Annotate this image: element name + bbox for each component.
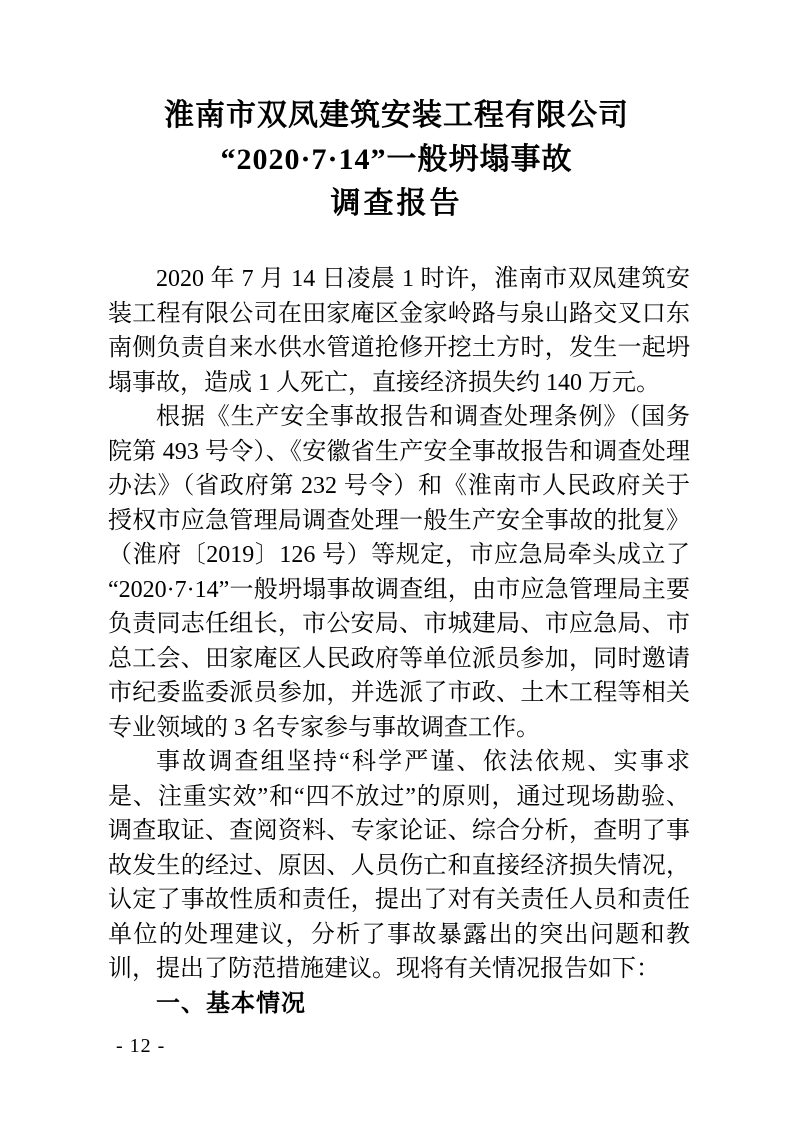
page-number: - 12 - [116, 1035, 166, 1057]
title-line-company: 淮南市双凤建筑安装工程有限公司 [164, 99, 629, 132]
paragraph-investigation-principles: 事故调查组坚持“科学严谨、依法依规、实事求是、注重实效”和“四不放过”的原则，通过现场勘验、调查取证、查阅资料、专家论证、综合分析，查明了事故发生的经过、原因、人员伤亡和直接经济损失情况，认定了事故性质和责任，提出了对有关责任人员和责任单位的处理建议，分析了事故暴露出的突出问题和教训，提出了防范措施建议。现将有关情况报告如下： [108, 749, 690, 982]
paragraph-legal-basis: 根据《生产安全事故报告和调查处理条例》（国务院第 493 号令）、《安徽省生产安全事故报告和调查处理办法》（省政府第 232 号令）和《淮南市人民政府关于授权市应急管理局调查处理一般生产安全事故的批复》（淮府〔2019〕126 号）等规定，市应急局牵头成立了“2020·7·14”一般坍塌事故调查组，由市应急管理局主要负责同志任组长，市公安局、市城建局、市应急局、市总工会、田家庵区人民政府等单位派员参加，同时邀请市纪委监委派员参加，并选派了市政、土木工程等相关专业领域的 3 名专家参与事故调查工作。 [108, 404, 690, 741]
document-body [108, 262, 690, 1021]
paragraph-accident-overview: 2020 年 7 月 14 日凌晨 1 时许，淮南市双凤建筑安装工程有限公司在田家庵区金家岭路与泉山路交叉口东南侧负责自来水供水管道抢修开挖土方时，发生一起坍塌事故，造成 1 人死亡，直接经济损失约 140 万元。 [108, 266, 690, 396]
section-heading-basic-info: 一、基本情况 [156, 989, 306, 1017]
title-line-incident: “2020·7·14”一般坍塌事故 [220, 143, 573, 176]
title-line-report: 调查报告 [330, 187, 463, 220]
document-title [0, 94, 793, 226]
